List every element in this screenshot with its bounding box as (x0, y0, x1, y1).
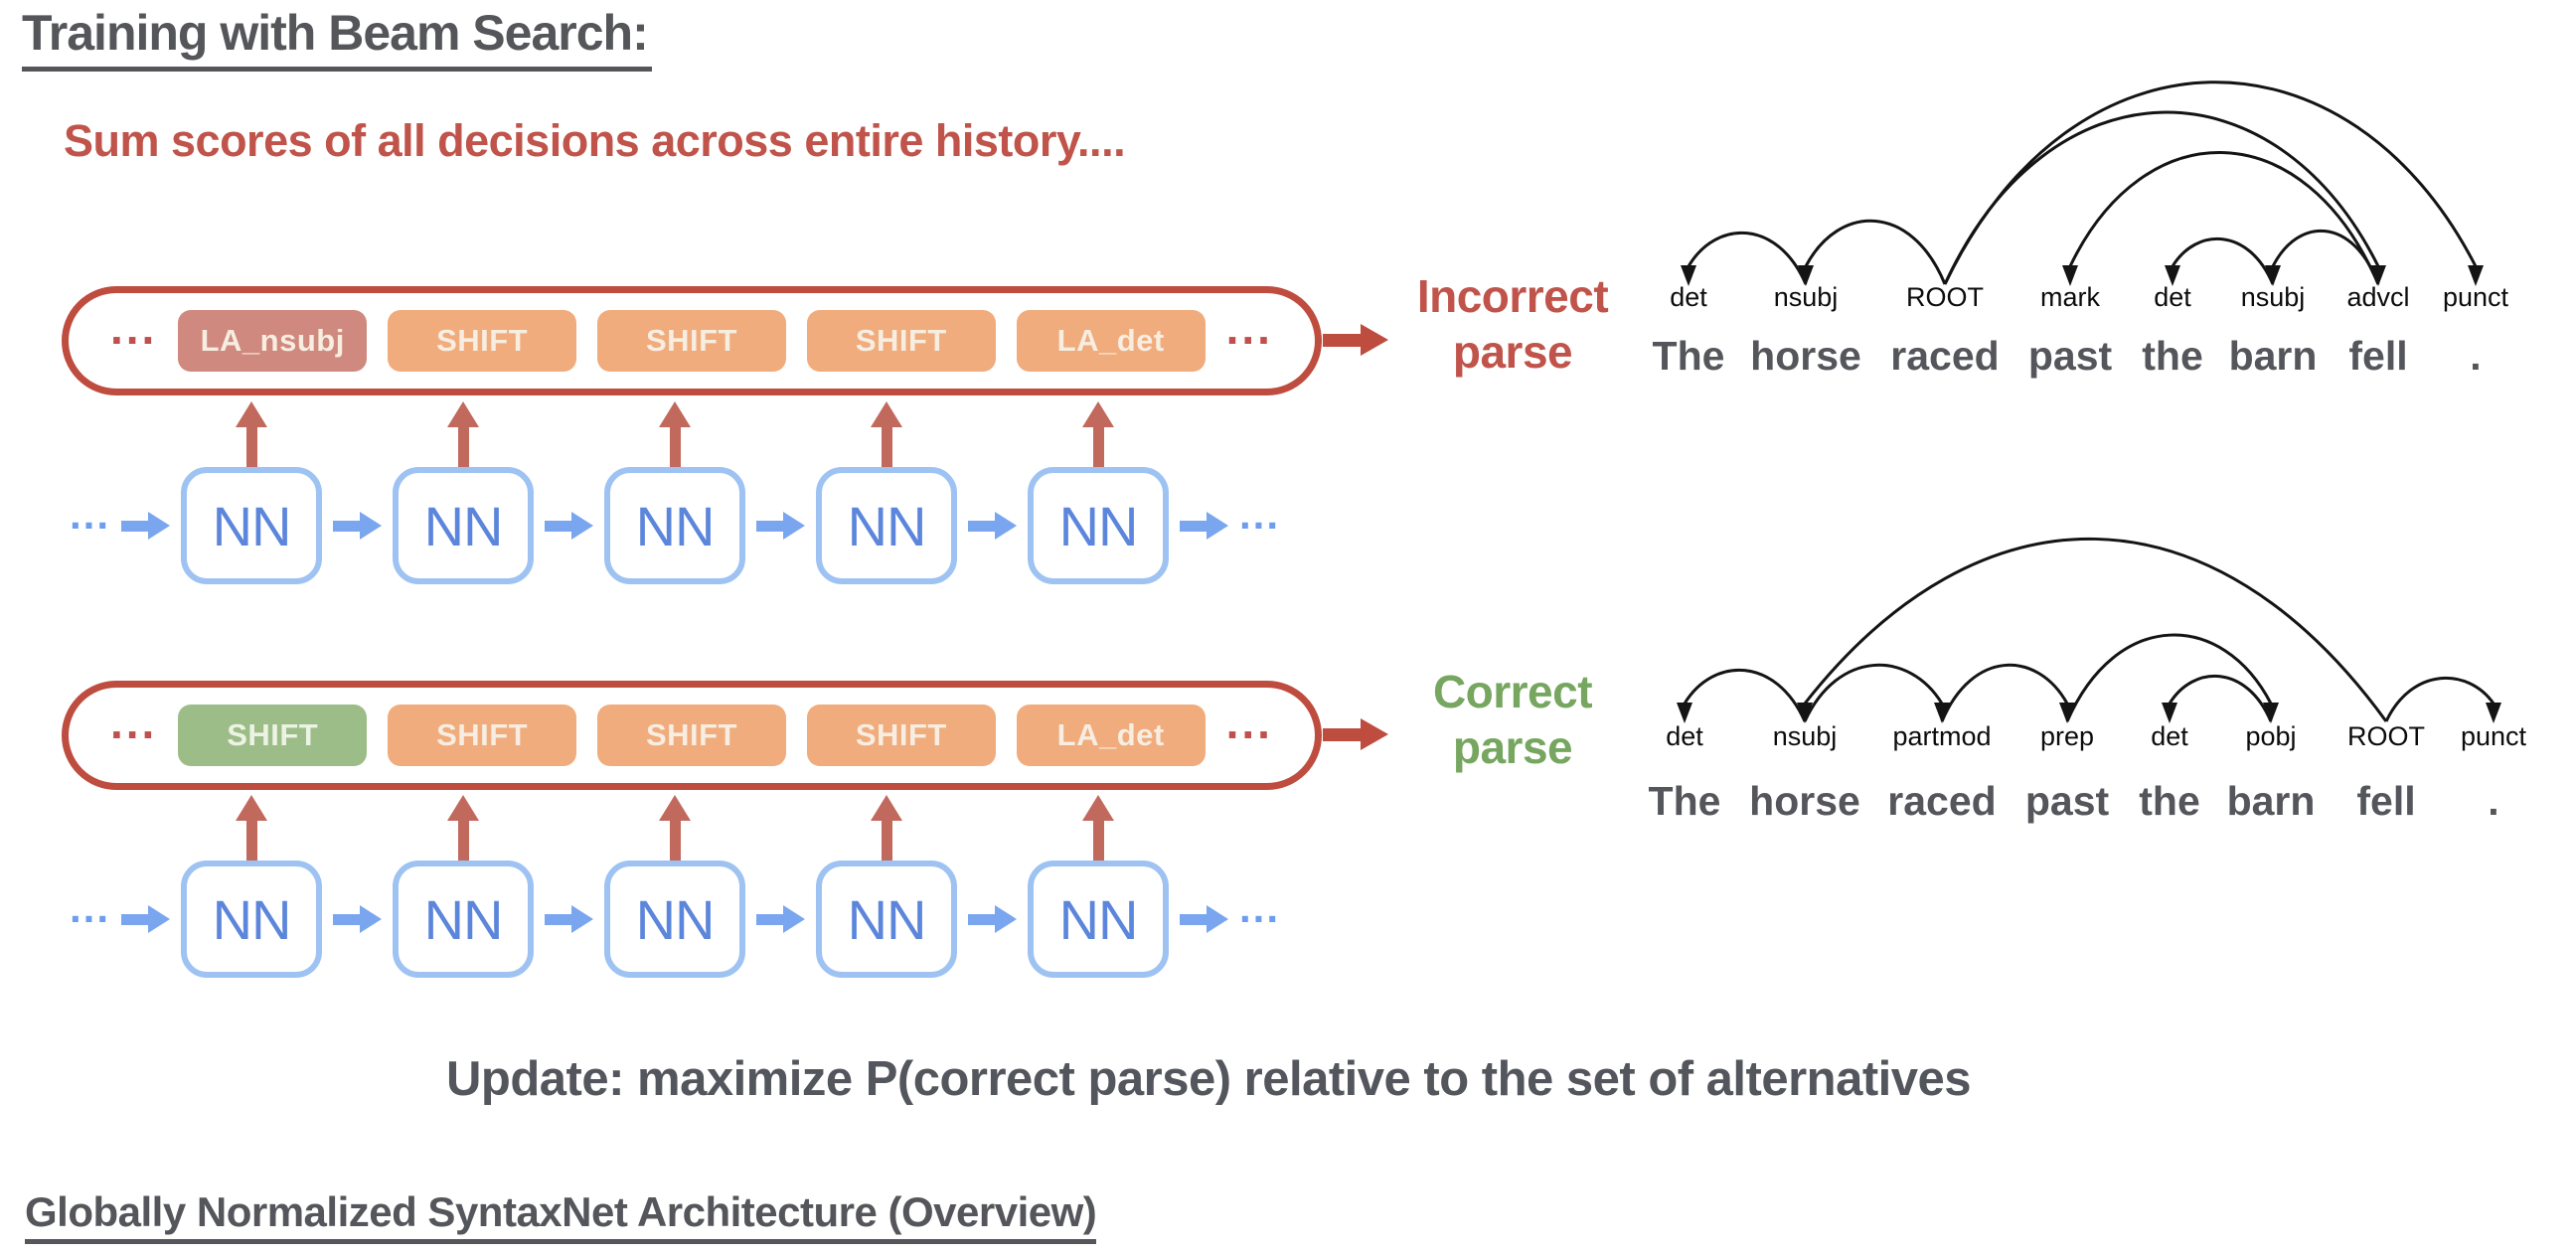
result-line: parse (1452, 721, 1573, 774)
ellipsis-icon: ... (110, 697, 158, 748)
arrow-right-icon (121, 512, 170, 540)
decision-box: LA_nsubj (178, 310, 367, 372)
correct-parse-diagram (1620, 475, 2574, 843)
nn-chain-1 (70, 467, 1280, 584)
decision-box: LA_det (1017, 310, 1206, 372)
dependency-label: det (1666, 721, 1703, 751)
dependency-label: punct (2460, 721, 2527, 751)
sentence-word: barn (2228, 333, 2318, 379)
arrow-up-icon (1082, 795, 1114, 861)
dependency-label: det (2151, 721, 2188, 751)
decision-box: SHIFT (807, 705, 996, 766)
ellipsis-icon: ... (70, 491, 111, 538)
arrow-right-icon (756, 905, 805, 933)
nn-unit (604, 467, 745, 584)
result-line: Incorrect (1416, 270, 1609, 322)
arrow-right-icon (545, 905, 593, 933)
arrow-up-icon (236, 795, 267, 861)
sentence-word: . (2488, 778, 2499, 824)
sentence-word: past (2024, 778, 2110, 824)
dependency-label: punct (2442, 282, 2509, 312)
update-note: Update: maximize P(correct parse) relative to the set of alternatives (446, 1052, 1972, 1106)
result-line: parse (1452, 326, 1573, 379)
dependency-arc (1945, 82, 2476, 284)
nn-node: NN (604, 467, 745, 584)
arrowhead-icon (2486, 703, 2501, 723)
dependency-arc (1685, 670, 1805, 721)
decision-box: SHIFT (807, 310, 996, 372)
nn-unit (1028, 861, 1169, 978)
sentence-word: The (1648, 778, 1721, 824)
nn-unit (1028, 467, 1169, 584)
decision-box: SHIFT (597, 310, 786, 372)
nn-unit (181, 467, 322, 584)
dependency-label: mark (2040, 282, 2100, 312)
decision-box: SHIFT (388, 310, 576, 372)
dependency-label: nsubj (1773, 282, 1839, 312)
nn-node: NN (1028, 861, 1169, 978)
result-line: Correct (1432, 666, 1593, 717)
arrow-right-icon (333, 905, 382, 933)
decision-box: SHIFT (178, 705, 367, 766)
dependency-label: det (2154, 282, 2191, 312)
ellipsis-icon: ... (70, 884, 111, 931)
arrow-right-icon (1180, 905, 1228, 933)
slide-title: Training with Beam Search: (22, 4, 652, 72)
ellipsis-icon: ... (1225, 302, 1273, 354)
dependency-arc (1805, 665, 1942, 721)
decision-box: SHIFT (388, 705, 576, 766)
dependency-label: ROOT (2347, 721, 2425, 751)
dependency-arc (1689, 233, 1806, 284)
sentence-word: raced (1890, 333, 2000, 379)
ellipsis-icon: ... (110, 302, 158, 354)
ellipsis-icon: ... (1239, 884, 1281, 931)
nn-node: NN (1028, 467, 1169, 584)
nn-unit (393, 467, 534, 584)
arrow-right-icon (968, 905, 1017, 933)
nn-node: NN (816, 861, 957, 978)
sentence-word: barn (2226, 778, 2316, 824)
incorrect-parse-label (1373, 268, 1652, 380)
dependency-arc (1806, 221, 1945, 284)
arrow-up-icon (659, 401, 691, 467)
correct-parse-label (1373, 664, 1652, 775)
arrow-right-icon (545, 512, 593, 540)
nn-node: NN (181, 861, 322, 978)
sentence-word: horse (1750, 333, 1861, 379)
sentence-word: . (2470, 333, 2482, 379)
nn-node: NN (816, 467, 957, 584)
arrow-up-icon (871, 401, 902, 467)
dependency-label: ROOT (1906, 282, 1984, 312)
footer-heading: Globally Normalized SyntaxNet Architecture (Overview) (25, 1188, 1096, 1244)
arrow-right-icon (1180, 512, 1228, 540)
sentence-word: The (1652, 333, 1725, 379)
dependency-label: nsubj (2240, 282, 2306, 312)
incorrect-parse-diagram (1620, 52, 2574, 394)
nn-unit (604, 861, 745, 978)
decision-sequence-incorrect (62, 286, 1322, 395)
dependency-label: prep (2039, 721, 2095, 751)
arrow-up-icon (236, 401, 267, 467)
decision-sequence-correct (62, 681, 1322, 790)
arrowhead-icon (1677, 703, 1692, 723)
arrow-up-icon (447, 795, 479, 861)
arrow-bar (1323, 728, 1361, 741)
nn-node: NN (393, 467, 534, 584)
dependency-label: nsubj (1772, 721, 1838, 751)
nn-chain-2 (70, 861, 1280, 978)
dependency-arc (1805, 539, 2386, 721)
arrow-right-icon (968, 512, 1017, 540)
arrow-up-icon (447, 401, 479, 467)
dependency-label: partmod (1892, 721, 1992, 751)
sentence-word: fell (2348, 333, 2408, 379)
sentence-word: past (2027, 333, 2113, 379)
arrow-up-icon (871, 795, 902, 861)
dependency-arc (1945, 112, 2378, 284)
arrow-right-icon (333, 512, 382, 540)
nn-unit (393, 861, 534, 978)
dependency-label: det (1670, 282, 1707, 312)
dependency-arc (1942, 665, 2067, 721)
decision-box: LA_det (1017, 705, 1206, 766)
sentence-word: raced (1887, 778, 1997, 824)
nn-unit (816, 467, 957, 584)
dependency-label: pobj (2245, 721, 2297, 751)
arrowhead-icon (2162, 703, 2177, 723)
nn-node: NN (393, 861, 534, 978)
arrow-right-icon (121, 905, 170, 933)
dependency-label: advcl (2346, 282, 2410, 312)
nn-unit (181, 861, 322, 978)
dependency-arc (2173, 238, 2273, 284)
sum-scores-caption: Sum scores of all decisions across entire history.... (64, 115, 1126, 166)
nn-node: NN (604, 861, 745, 978)
arrow-up-icon (1082, 401, 1114, 467)
sentence-word: the (2139, 778, 2200, 824)
dependency-arc (2070, 153, 2378, 284)
ellipsis-icon: ... (1239, 491, 1281, 538)
sentence-word: fell (2356, 778, 2416, 824)
arrow-up-icon (659, 795, 691, 861)
decision-box: SHIFT (597, 705, 786, 766)
nn-unit (816, 861, 957, 978)
ellipsis-icon: ... (1225, 697, 1273, 748)
arrow-bar (1323, 334, 1361, 347)
dependency-arc (2170, 676, 2271, 721)
sentence-word: horse (1749, 778, 1860, 824)
dependency-arc (2386, 678, 2494, 721)
sentence-word: the (2142, 333, 2203, 379)
nn-node: NN (181, 467, 322, 584)
arrow-right-icon (756, 512, 805, 540)
